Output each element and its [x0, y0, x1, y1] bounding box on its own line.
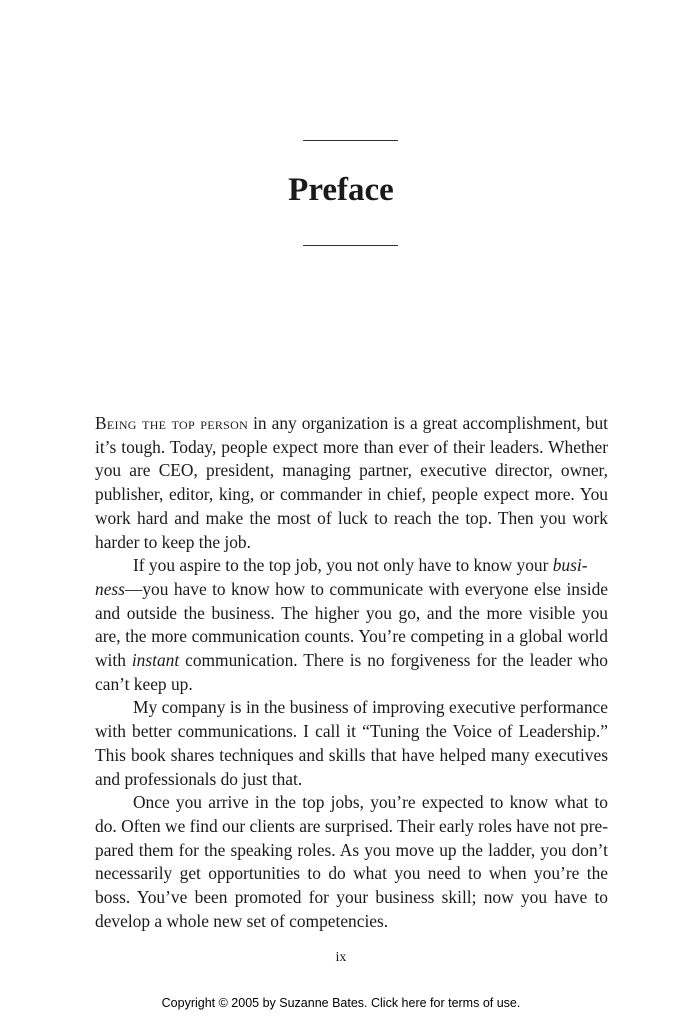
paragraph-1-text: in any organization is a great accomplishment, but it’s tough. Today, people expect more than ever of their leaders. Whether you are CEO, president, managing partner, executive director, owner, publisher, editor, king, or commander in chief, people expect more. You work hard and make the most of luck to reach the top. Then you work harder to keep the job. — [95, 413, 609, 552]
paragraph-4-text-b: pared them for the speaking roles. As you move up the ladder, you don’t necessarily get opportunities to do what you need to when you’re the boss. You’ve been promoted for your business skill; now you have to develop a whole new set of competencies. — [95, 839, 608, 931]
paragraph-3: My company is in the business of improving executive performance with better communications. I call it “Tuning the Voice of Leadership.” This book shares techniques and skills that have helped many executives and professionals do just that. — [95, 697, 608, 789]
paragraph-2-text-b: —you have to know how to communicate with everyone else inside and outside the business. The higher you go, and the more visible you are, the more communication counts. You’re competing in a global world with — [95, 578, 608, 671]
paragraph-1 — [95, 412, 608, 554]
copyright-notice — [0, 996, 682, 1010]
paragraph-2-italic-business-1: busi- — [552, 555, 588, 576]
paragraph-4 — [95, 791, 608, 933]
title-rule-bottom — [303, 245, 398, 246]
chapter-title: Preface — [288, 172, 394, 208]
copyright-text: Copyright © 2005 by Suzanne Bates. — [161, 996, 371, 1010]
paragraph-2-text-a: If you aspire to the top job, you not only have to know your — [133, 555, 553, 576]
body-text — [95, 412, 608, 933]
title-rule-top — [303, 140, 398, 141]
paragraph-2-text-c: communication. There is no forgiveness for the leader who can’t keep up. — [95, 650, 609, 694]
paragraph-2 — [95, 554, 608, 696]
paragraph-2-italic-instant: instant — [131, 650, 180, 671]
paragraph-4-text-a: Once you arrive in the top jobs, you’re expected to know what to do. Often we find our clients are surprised. Their early roles have not pre- — [95, 792, 609, 836]
terms-of-use-link[interactable]: Click here for terms of use. — [370, 996, 521, 1010]
paragraph-2-italic-business-2: ness — [95, 578, 125, 599]
paragraph-1-lead: Being the top person — [95, 413, 249, 433]
page-number: ix — [335, 950, 347, 965]
